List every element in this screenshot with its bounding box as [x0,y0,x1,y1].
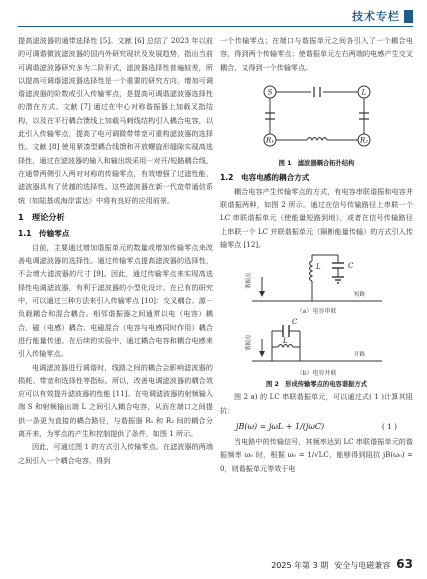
left-column [18,34,213,467]
fig2a-right-label: 短路 [353,292,365,299]
fig2b-capacitor-label: C [291,318,297,327]
equation-1 [220,417,413,435]
figure-2a-subcaption: （a）电容串联 [296,308,337,316]
section-tag [352,8,413,24]
node-s-label: S [267,88,272,97]
section-heading-theory: 1 理论分析 [18,211,65,222]
fig2a-inductor-label: L [315,263,321,272]
paragraph-intro-continued: 提高滤波器的通带选择性 [5]。文献 [6] 总结了 2023 年以前的可调谐微波滤波器的国内外研究现状及发展趋势，指出当前可调谐滤波器研究多为二阶形式，滤波器选择性普遍较差，所以提高可调谐滤波器选择性是一个重要的研究方向，增加可调谐滤波器的阶数或引入传输零点，是提高可调谐滤波器选择性的潜在方式。文献 [7] 通过在中心对称谐振器上加载叉指结构，以及在平行耦合馈线上加载马刺线结构引入耦合电容，以此引入传输零点，提高了电可调微带带宽可重构滤波器的选择性。文献 [8] 使用紧凑型耦合线馈和开放螺旋形缝隙实现高选择性，通过在滤波器的输入和输出级采用一对开/短路耦合线，在通带两侧引入两对对称的传输零点，有效增强了过滤性能，滤波器具有了优越的选择性。这些滤波器在新一代宽带通信系统（如陆基或海岸雷达）中将有良好的应用前景。 [18,36,213,205]
subsection-heading-zeros: 1.1 传输零点 [18,228,70,238]
figure-2b-subcaption: （b）电容并联 [296,370,337,378]
footer-journal: 安全与电磁兼容 [334,561,391,570]
figure-2b-parallel-circuit [242,317,392,369]
fig2a-capacitor-label: C [347,262,353,271]
fig2a-left-label: 谐振点 [245,272,252,290]
figure-1-topology [257,74,377,158]
section-tag-label: 技术专栏 [352,10,400,23]
paragraph-coupling: 电调滤波器进行调谐时，线路之间的耦合会影响滤波器的损耗、带宽和选择性等指标。所以，改善电调滤波器的耦合效应可以有效提升滤波器的性能 [11]。在电调滤波器的射频输入端 S 和射频输出端 L 之间引入耦合电容，从而在端口之间提供一条更为直接的耦合路径，与谐振器 R₁ 和 R₂ 间的耦合分离开来，为零点的产生和控制提供了条件，如图 1 所示。 [18,362,213,439]
paragraph-resonance: 当电路中的传输信号，其频率达到 LC 串联谐振单元的谐振频率 ω₀ 时，根据 ω₀ = 1/√LC，能够得到阻抗 jB(ω₀) = 0，则谐振单元等效于电 [220,436,413,473]
fig2b-inductor-label: L [282,337,288,346]
equation-1-number: ( 1 ) [381,421,397,431]
figure-2-caption: 图 2 形成传输零点的电容谐振方式 [265,381,368,389]
page-number: 63 [396,557,413,571]
paragraph-zeros-continued: 一个传输零点；在端口与谐振单元之间各引入了一个耦合电容，得到两个传输零点；使谐振单元左右两端的电感产生交叉耦合，又得到一个传输零点。 [220,36,413,72]
right-column [220,34,413,475]
paragraph-lc-coupling: 耦合电容产生传输零点的方式，有电容串联谐振和电容并联谐振两种，如图 2 所示。通过在信号传输路径上串联一个 LC 串联谐振单元（使能量短路到地），或者在信号传输路径上串联一个 LC 并联谐振单元（隔断能量传输）的方式引入传输零点 [12]。 [220,186,413,250]
equation-1-expression: jB(ω) = jωL + 1/(jωC) [236,421,325,431]
paragraph-zeros: 目前，主要通过增加谐振单元的数量或增加传输零点来改善电调滤波器的选择性。通过传输零点提高滤波器的选择性，不会增大滤波器的尺寸 [9]。因此，通过传输零点来实现高选择性电调滤波器，有利于滤波器的小型化设计。在已有的研究中，可以通过三种方法来引入传输零点 [10]：交叉耦合、源－负载耦合和混合耦合。相邻谐振器之间通常以电（电容）耦合、磁（电感）耦合、电磁混合（电容与电感同时作用）耦合进行能量传递。在后续的实验中，通过耦合电容和耦合电感来引入传输零点。 [18,242,213,359]
footer-issue: 2025 年第 3 期 [271,561,329,570]
header-rule [18,26,413,27]
paragraph-fig1-ref: 因此，可通过图 1 的方式引入传输零点。在滤波器的两端之间引入一个耦合电容，得到 [18,442,213,465]
fig2b-right-label: 开路 [353,352,365,359]
subsection-heading-lc-coupling: 1.2 电容电感的耦合方式 [220,172,310,182]
page-footer [271,557,413,571]
fig2b-left-label: 谐振点 [245,334,252,352]
section-tag-marker [404,10,413,23]
node-l-label: L [361,88,366,97]
figure-1-caption: 图 1 滤波器耦合拓扑结构 [278,159,355,167]
paragraph-impedance-intro: 图 2 a) 的 LC 串联谐振单元，可以通过式( 1 )计算其阻抗： [220,392,413,415]
node-r2-label: R₂ [359,136,368,145]
figure-2a-series-circuit [242,251,392,307]
node-r1-label: R₁ [265,136,274,145]
